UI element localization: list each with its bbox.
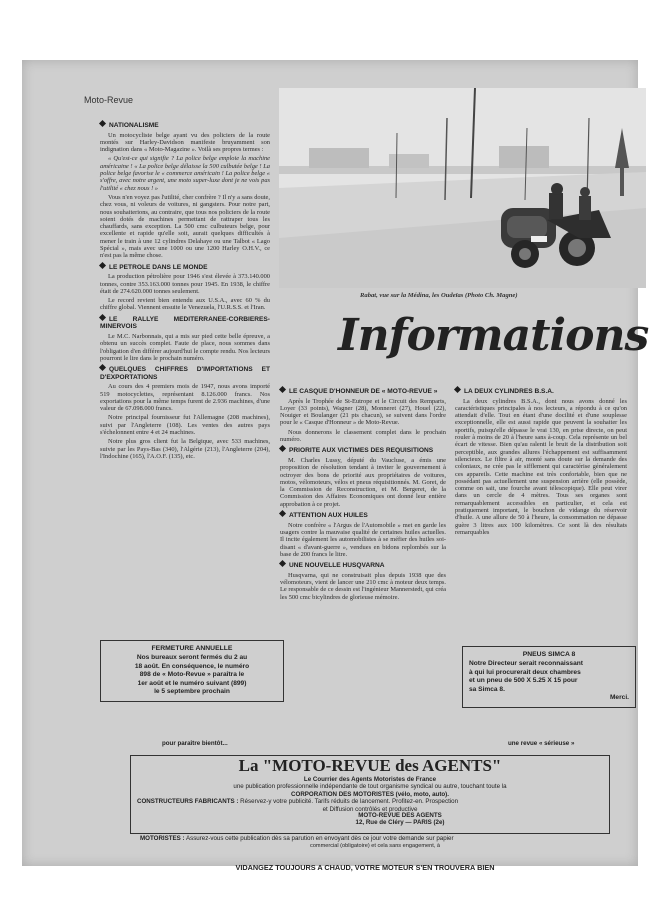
box-line: Nos bureaux seront fermés du 2 au — [136, 654, 248, 661]
agents-line: CONSTRUCTEURS FABRICANTS : Réservez-y votre publicité. Tarifs réduits de lancement. Profitez-en. Prospection — [137, 798, 459, 806]
section-heading: LE RALLYE MEDITERRANEE-CORBIERES-MINERVOIS — [100, 316, 270, 331]
agents-right-banner: une revue « sérieuse » — [508, 740, 575, 747]
box-heading: FERMETURE ANNUELLE — [151, 645, 233, 652]
box-line: Merci. — [609, 694, 629, 701]
article-paragraph: La production pétrolière pour 1946 s'est élevée à 373.140.000 tonnes, contre 353.163.000 tonnes pour 1945. En 1938, le chiffre était de 274.620.000 tonnes seulement. — [100, 273, 270, 295]
agents-title: La "MOTO-REVUE des AGENTS" — [238, 756, 502, 775]
box-line: Notre Directeur serait reconnaissant — [469, 660, 583, 667]
box-line: 898 de « Moto-Revue » paraîtra le — [139, 671, 245, 678]
pneus-box — [462, 646, 636, 708]
section-heading: UNE NOUVELLE HUSQVARNA — [280, 562, 446, 570]
article-paragraph: M. Charles Lussy, député du Vaucluse, a émis une proposition de résolution tendant à inviter le gouvernement à octroyer des bons de priorité aux propriétaires de voitures, motos, vélomoteurs, vélos et pneus réquisitionnés. M. Goret, de la Commission de Reconstruction, et M. Bergeret, de la Commission des Affaires Economiques ont donné leur entière approbation à ce projet. — [280, 456, 446, 508]
article-paragraph: Husqvarna, qui ne construisait plus depuis 1938 que des vélomoteurs, vient de lancer une 210 cmc à moteur deux temps. Le responsable de ce dessin est l'ingénieur Mannerstedt, qui créa les 500 cmc bicylindres de glorieuse mémoire. — [280, 571, 446, 601]
box-line: sa Simca 8. — [469, 685, 505, 693]
diamond-bullet-icon — [279, 510, 286, 517]
section-heading: PRIORITE AUX VICTIMES DES REQUISITIONS — [280, 447, 446, 455]
column-3 — [455, 384, 627, 538]
box-heading: PNEUS SIMCA 8 — [522, 651, 576, 658]
agents-line: CORPORATION DES MOTORISTES (vélo, moto, auto). — [291, 790, 449, 798]
agents-motoristes-line: MOTORISTES : Assurez-vous cette publication dès sa parution en envoyant dès ce jour votre demande sur papier — [140, 835, 454, 842]
box-line: et un pneu de 500 X 5.25 X 15 pour — [469, 677, 578, 684]
section-heading: ATTENTION AUX HUILES — [280, 512, 446, 520]
article-paragraph: Le M.C. Narbonnais, qui a mis sur pied cette belle épreuve, a obtenu un succès complet. Faute de place, nous sommes dans l'obligation d'en différer aujourd'hui le compte rendu. Nos lecteurs pourront le lire dans le prochain numéro. — [100, 332, 270, 362]
photo-illustration — [279, 88, 646, 288]
agents-subtitle: Le Courrier des Agents Motoristes de France — [303, 776, 437, 783]
diamond-bullet-icon — [279, 445, 286, 452]
page-header: Moto-Revue — [84, 95, 134, 105]
diamond-bullet-icon — [454, 386, 461, 393]
article-paragraph: Un motocycliste belge ayant vu des policiers de la route montés sur Harley-Davidson manifeste bruyamment son indignation dans « Moto-Magazine ». Voilà ses propres termes : — [100, 131, 270, 154]
article-paragraph: Vous n'en voyez pas l'utilité, cher confrère ? Il n'y a sans doute, chez vous, ni voleurs de voitures, ni gangsters. Pour notre part, nous souhaiterions, au contraire, que tous nos policiers de la route soient dotés de machines permettant de rattraper tous les chauffards, sans exception. La 500 cmc culbuteurs belge, pour excellente et rapide qu'elle soit, aurait quelques difficultés à mener le train à une 12 cylindres Delahaye ou une Talbot « Lago Spécial », mais avec une 1000 ou une 1200 Harley O.H.V., ce n'est pas la même chose. — [100, 193, 270, 260]
diamond-bullet-icon — [99, 120, 106, 127]
agents-address — [300, 812, 500, 827]
diamond-bullet-icon — [279, 560, 286, 567]
section-heading: LE CASQUE D'HONNEUR DE « MOTO-REVUE » — [280, 388, 446, 396]
diamond-bullet-icon — [99, 314, 106, 321]
street-photo — [279, 88, 646, 288]
section-heading: NATIONALISME — [100, 122, 270, 130]
photo-caption: Rabat, vue sur la Médina, les Oudeïas (Photo Ch. Magne) — [360, 292, 518, 299]
agents-address-line: 12, Rue de Cléry — PARIS (2e) — [355, 819, 445, 827]
box-line: 1er août et le numéro suivant (899) — [137, 679, 247, 687]
diamond-bullet-icon — [99, 262, 106, 269]
section-heading: QUELQUES CHIFFRES D'IMPORTATIONS ET D'EXPORTATIONS — [100, 366, 270, 381]
article-quote: « Qu'est-ce qui signifie ? La police belge emploie la machine américaine ! « La police belge délaisse la 500 culbutée belge ! La police belge favorise le « commerce américain ! La police belge « s'offre, avec notre argent, une moto super-luxe dont je ne vois pas l'utilité « chez nous ! » — [100, 155, 270, 192]
box-line: le 5 septembre prochain — [154, 688, 230, 695]
article-paragraph: La deux cylindres B.S.A., dont nous avons donné les caractéristiques principales à nos lecteurs, a répondu à ce qu'on attendait d'elle. Tout en étant d'une docilité et d'une souplesse exceptionnelle, elle est aussi rapide que peuvent la souhaiter les sportifs, puisqu'elle dépasse le vrai 130, en prise directe, on peut rouler à moins de 20 à l'heure sans à-coup. Cela représente un bel écart de vitesse. Bien qu'au ralenti le bruit de la distribution soit perceptible, aux grandes allures l'échappement est suffisamment silencieux. Le filtre à air, monté sans doute sur la demande des coloniaux, ne crée pas le sifflement qui caractérise généralement ces appareils. Cette machine est très confortable, bien que ne possédant pas actuellement une suspension arrière (elle possède, comme on sait, une fourche avant télescopique). Elle peut virer dans un cercle de 4 mètres. Tous ses organes sont remarquablement accessibles en particulier, et cela est pratiquement important, le bouchon de vidange du réservoir d'huile. A une allure de 50 à l'heure, la consommation ne dépasse guère 3 litres aux 100 kilomètres. Ce sont là des résultats remarquables — [455, 397, 627, 536]
footer-slogan: VIDANGEZ TOUJOURS A CHAUD, VOTRE MOTEUR S'EN TROUVERA BIEN — [235, 863, 495, 872]
article-paragraph: Notre principal fournisseur fut l'Allemagne (208 machines), suivi par l'Angleterre (108). Les ventes des autres pays s'échelonnent entre 4 et 24 machines. — [100, 414, 270, 437]
agents-line: une publication professionnelle indépendante de tout organisme syndical ou autre, touchant toute la — [233, 783, 507, 791]
agents-left-banner: pour paraître bientôt... — [162, 740, 228, 747]
column-1 — [100, 118, 270, 462]
article-paragraph: Au cours des 4 premiers mois de 1947, nous avons importé 519 motocyclettes, représentant 8.126.000 francs. Nos exportations pour la même temps furent de 2.936 machines, d'une valeur de 67.098.000 francs. — [100, 383, 270, 413]
article-paragraph: Notre confrère « l'Argus de l'Automobile » met en garde les usagers contre la mauvaise qualité de certaines huiles actuelles. Il incite également les automobilistes à se méfier des huiles soi-disant « d'avant-guerre », vendues en bidons replombés sur la base de 200 francs le litre. — [280, 521, 446, 558]
informations-title: Informations — [338, 310, 649, 361]
agents-line: et Diffusion contrôlés et productive — [322, 805, 418, 813]
column-2 — [280, 384, 446, 603]
section-heading: LE PETROLE DANS LE MONDE — [100, 264, 270, 272]
diamond-bullet-icon — [99, 364, 106, 371]
article-paragraph: Notre plus gros client fut la Belgique, avec 533 machines, suivie par les Pays-Bas (340), l'Algérie (213), l'Angleterre (204), l'Indochine (165), l'A.O.F. (135), etc. — [100, 438, 270, 460]
box-line: à qui lui procurerait deux chambres — [469, 668, 581, 676]
article-paragraph: Après le Trophée de St-Eutrope et le Circuit des Remparts, Loyer (33 points), Wagner (28), Monneret (27), Houel (22), Nouiger et Boulanger (21 pts chacun), se suivent dans l'ordre pour le « Casque d'Honneur » de Moto-Revue. — [280, 397, 446, 427]
section-heading: LA DEUX CYLINDRES B.S.A. — [455, 388, 627, 396]
article-paragraph: Le record revient bien entendu aux U.S.A., avec 60 % du chiffre global. Viennent ensuite le Venezuela, l'U.R.S.S. et l'Iran. — [100, 297, 270, 312]
box-line: 18 août. En conséquence, le numéro — [134, 662, 250, 670]
fermeture-box — [100, 640, 284, 702]
agents-line: commercial (obligatoire) et cela sans engagement, à — [310, 843, 440, 849]
article-paragraph: Nous donnerons le classement complet dans le prochain numéro. — [280, 428, 446, 444]
agents-address-line: MOTO-REVUE DES AGENTS — [358, 812, 442, 819]
diamond-bullet-icon — [279, 386, 286, 393]
